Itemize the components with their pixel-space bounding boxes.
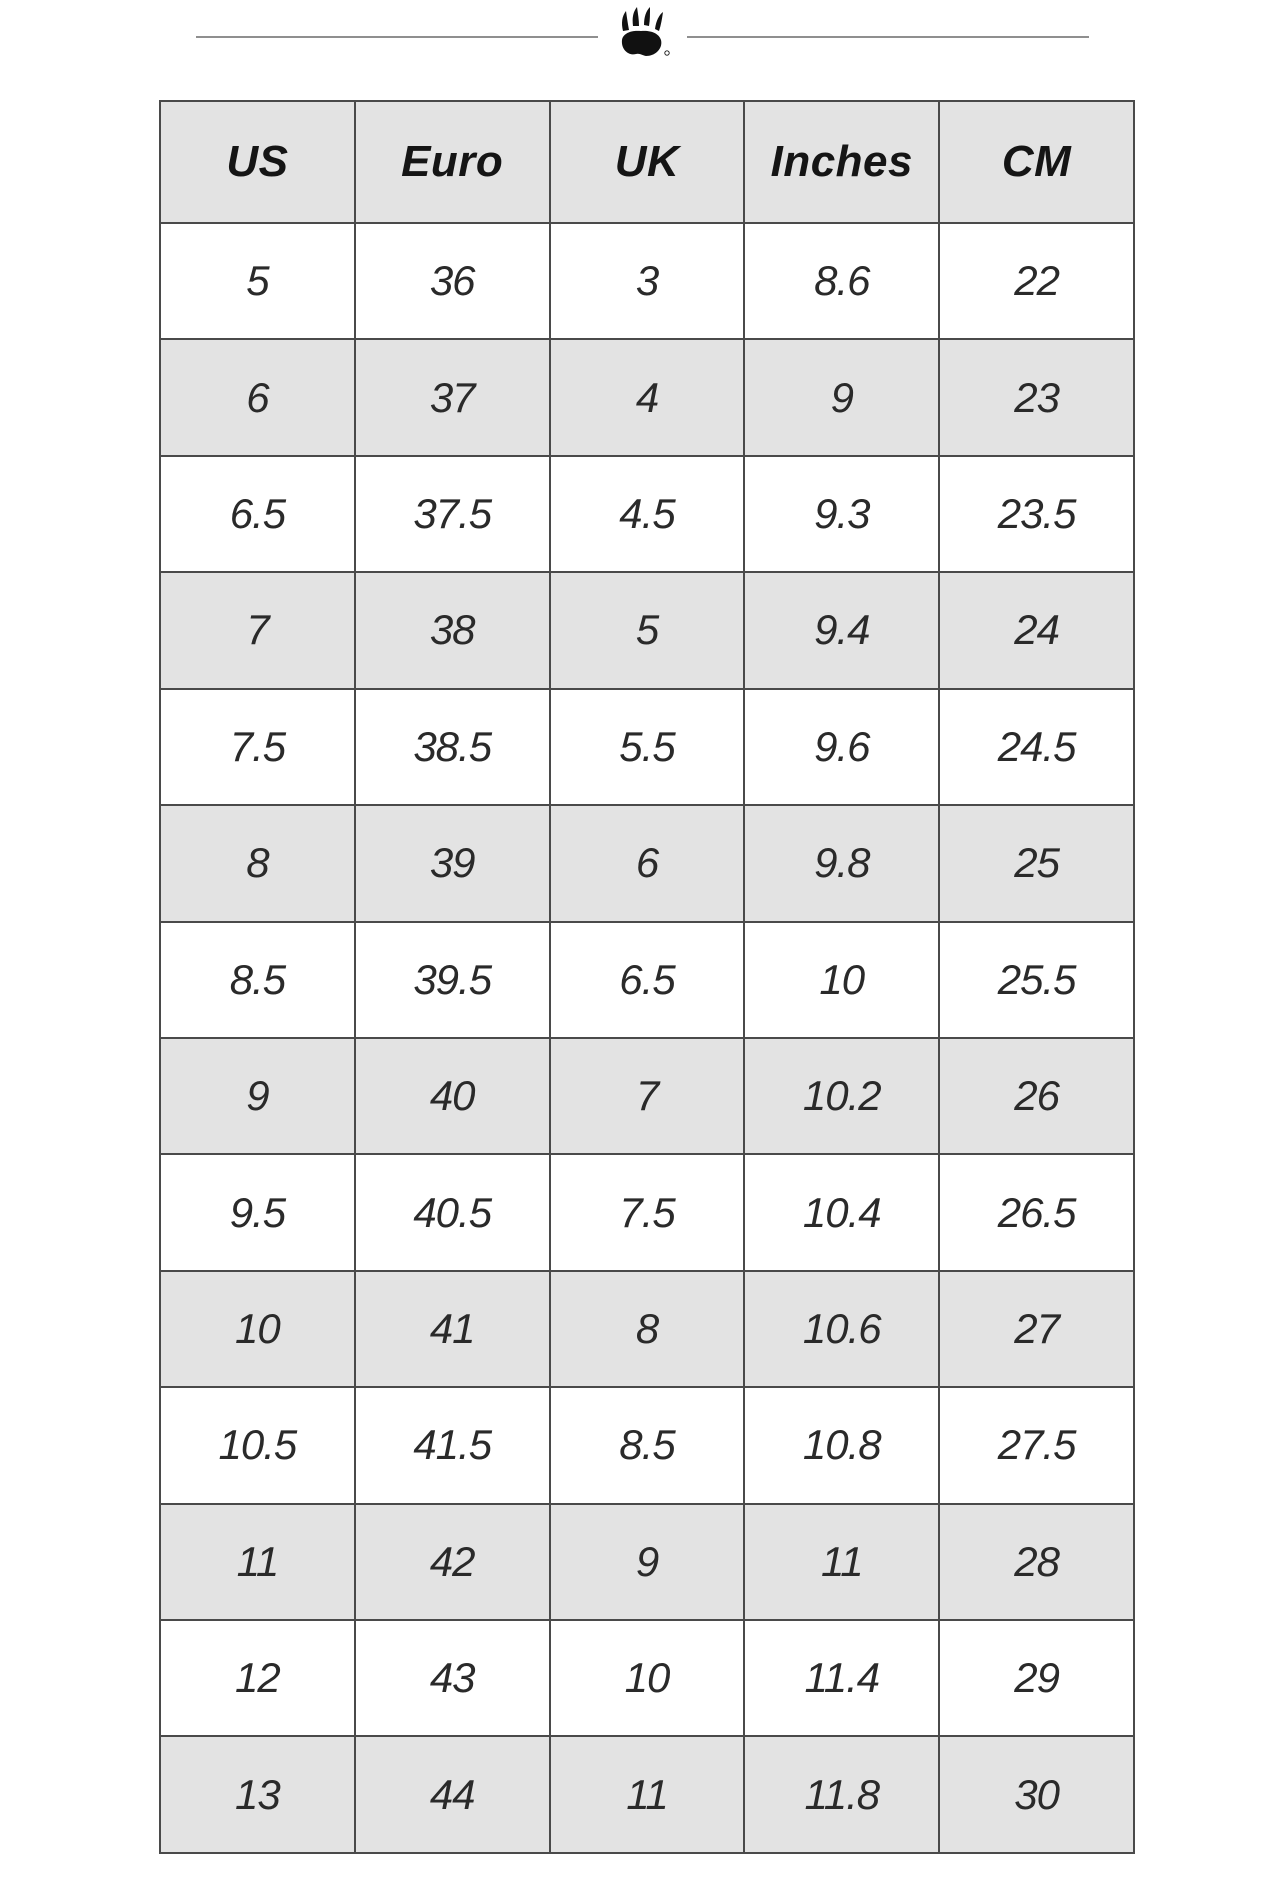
table-row bbox=[160, 1154, 1134, 1270]
cell-uk: 5 bbox=[550, 572, 745, 688]
header-divider-right bbox=[687, 36, 1089, 38]
table-row bbox=[160, 456, 1134, 572]
cell-inches: 11.4 bbox=[744, 1620, 939, 1736]
cell-euro: 38.5 bbox=[355, 689, 550, 805]
cell-inches: 11 bbox=[744, 1504, 939, 1620]
cell-cm: 23.5 bbox=[939, 456, 1134, 572]
cell-euro: 44 bbox=[355, 1736, 550, 1853]
column-header-cm: CM bbox=[939, 101, 1134, 223]
cell-inches: 11.8 bbox=[744, 1736, 939, 1853]
column-header-us: US bbox=[160, 101, 355, 223]
table-row bbox=[160, 1038, 1134, 1154]
cell-us: 10.5 bbox=[160, 1387, 355, 1503]
cell-uk: 7.5 bbox=[550, 1154, 745, 1270]
cell-cm: 27.5 bbox=[939, 1387, 1134, 1503]
cell-cm: 25.5 bbox=[939, 922, 1134, 1038]
cell-uk: 8.5 bbox=[550, 1387, 745, 1503]
cell-us: 11 bbox=[160, 1504, 355, 1620]
table-row bbox=[160, 922, 1134, 1038]
cell-cm: 27 bbox=[939, 1271, 1134, 1387]
cell-us: 9.5 bbox=[160, 1154, 355, 1270]
cell-cm: 30 bbox=[939, 1736, 1134, 1853]
cell-euro: 37 bbox=[355, 339, 550, 455]
cell-us: 5 bbox=[160, 223, 355, 339]
cell-inches: 10.4 bbox=[744, 1154, 939, 1270]
cell-euro: 43 bbox=[355, 1620, 550, 1736]
cell-uk: 4.5 bbox=[550, 456, 745, 572]
cell-us: 9 bbox=[160, 1038, 355, 1154]
table-row bbox=[160, 1620, 1134, 1736]
column-header-euro: Euro bbox=[355, 101, 550, 223]
cell-uk: 4 bbox=[550, 339, 745, 455]
cell-uk: 5.5 bbox=[550, 689, 745, 805]
size-conversion-table bbox=[159, 100, 1135, 1854]
cell-us: 6.5 bbox=[160, 456, 355, 572]
cell-uk: 6.5 bbox=[550, 922, 745, 1038]
cell-us: 6 bbox=[160, 339, 355, 455]
cell-euro: 39.5 bbox=[355, 922, 550, 1038]
bear-paw-icon bbox=[614, 6, 674, 64]
cell-inches: 9.6 bbox=[744, 689, 939, 805]
cell-cm: 24 bbox=[939, 572, 1134, 688]
cell-us: 8.5 bbox=[160, 922, 355, 1038]
cell-inches: 9.8 bbox=[744, 805, 939, 921]
cell-cm: 28 bbox=[939, 1504, 1134, 1620]
cell-inches: 9.3 bbox=[744, 456, 939, 572]
cell-cm: 29 bbox=[939, 1620, 1134, 1736]
cell-cm: 25 bbox=[939, 805, 1134, 921]
table-row bbox=[160, 1504, 1134, 1620]
cell-us: 13 bbox=[160, 1736, 355, 1853]
header-divider-left bbox=[196, 36, 598, 38]
cell-us: 12 bbox=[160, 1620, 355, 1736]
table-row bbox=[160, 223, 1134, 339]
cell-uk: 9 bbox=[550, 1504, 745, 1620]
cell-uk: 11 bbox=[550, 1736, 745, 1853]
cell-inches: 9 bbox=[744, 339, 939, 455]
cell-euro: 38 bbox=[355, 572, 550, 688]
cell-cm: 22 bbox=[939, 223, 1134, 339]
cell-uk: 7 bbox=[550, 1038, 745, 1154]
cell-cm: 26.5 bbox=[939, 1154, 1134, 1270]
table-row bbox=[160, 572, 1134, 688]
cell-euro: 36 bbox=[355, 223, 550, 339]
cell-euro: 42 bbox=[355, 1504, 550, 1620]
cell-uk: 8 bbox=[550, 1271, 745, 1387]
cell-euro: 41 bbox=[355, 1271, 550, 1387]
table-row bbox=[160, 1736, 1134, 1853]
table-row bbox=[160, 339, 1134, 455]
cell-uk: 10 bbox=[550, 1620, 745, 1736]
cell-us: 7 bbox=[160, 572, 355, 688]
cell-uk: 3 bbox=[550, 223, 745, 339]
cell-inches: 10 bbox=[744, 922, 939, 1038]
cell-inches: 10.6 bbox=[744, 1271, 939, 1387]
cell-euro: 41.5 bbox=[355, 1387, 550, 1503]
cell-euro: 39 bbox=[355, 805, 550, 921]
table-row bbox=[160, 805, 1134, 921]
table-header-row bbox=[160, 101, 1134, 223]
cell-us: 8 bbox=[160, 805, 355, 921]
cell-uk: 6 bbox=[550, 805, 745, 921]
cell-cm: 23 bbox=[939, 339, 1134, 455]
cell-inches: 10.8 bbox=[744, 1387, 939, 1503]
cell-euro: 40.5 bbox=[355, 1154, 550, 1270]
table-row bbox=[160, 1271, 1134, 1387]
table-row bbox=[160, 1387, 1134, 1503]
cell-inches: 10.2 bbox=[744, 1038, 939, 1154]
cell-euro: 37.5 bbox=[355, 456, 550, 572]
cell-us: 7.5 bbox=[160, 689, 355, 805]
cell-us: 10 bbox=[160, 1271, 355, 1387]
cell-cm: 26 bbox=[939, 1038, 1134, 1154]
cell-cm: 24.5 bbox=[939, 689, 1134, 805]
cell-inches: 9.4 bbox=[744, 572, 939, 688]
column-header-uk: UK bbox=[550, 101, 745, 223]
cell-inches: 8.6 bbox=[744, 223, 939, 339]
cell-euro: 40 bbox=[355, 1038, 550, 1154]
table-row bbox=[160, 689, 1134, 805]
column-header-inches: Inches bbox=[744, 101, 939, 223]
